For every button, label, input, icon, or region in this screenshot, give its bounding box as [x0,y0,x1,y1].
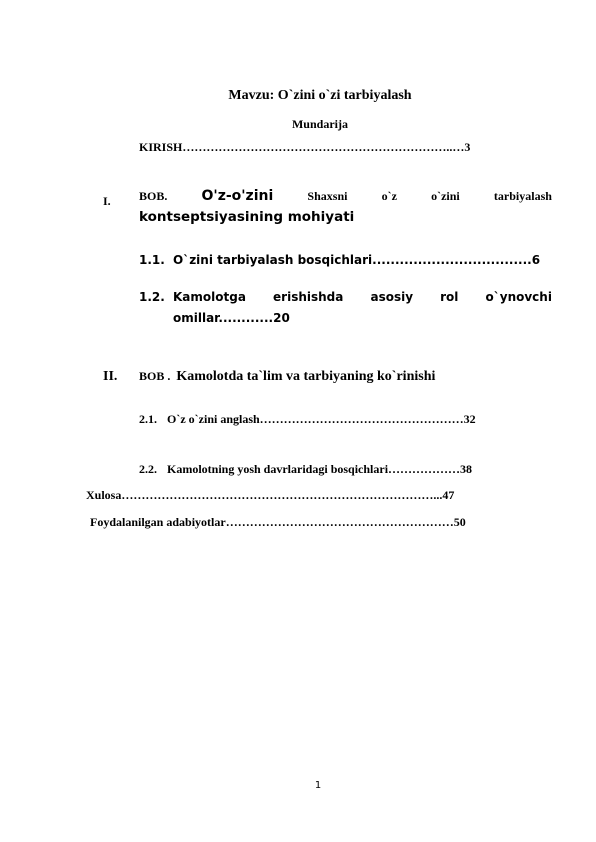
chapter-2-heading: Kamolotda ta`lim va tarbiyaning ko`rinishi [176,369,436,384]
section-word: asosiy [370,290,414,304]
toc-entry-2-1 [139,412,476,427]
chapter-2-numeral: II. [103,369,118,384]
section-title: Kamolotning yosh davrlaridagi bosqichlari………………38 [167,462,473,476]
section-title: O`z o`zini anglash……………………………………………32 [167,412,476,426]
section-number: 2.1. [139,412,157,426]
section-title: O`zini tarbiyalash bosqichlari...................................6 [173,253,541,267]
toc-entry-1-2-line1 [173,290,552,304]
toc-heading: Mundarija [291,117,348,131]
section-number-1-2: 1.2. [139,290,165,304]
chapter-1-word-shaxsni: Shaxsni [307,189,348,203]
chapter-1-word-ozini: o`zini [431,189,460,203]
chapter-1-title-line1 [139,188,552,204]
section-word: erishishda [273,290,344,304]
page-number: 1 [314,780,322,791]
chapter-2-title [139,369,435,385]
section-word: rol [440,290,459,304]
chapter-1-title-line2: kontseptsiyasining mohiyati [139,209,355,225]
document-title: Mavzu: O`zini o`zi tarbiyalash [228,88,412,103]
toc-entry-1-2-line2: omillar............20 [173,311,290,325]
toc-entry-foydalanilgan: Foydalanilgan adabiyotlar…………………………………………………50 [90,515,466,529]
chapter-1-numeral: I. [103,194,111,208]
toc-entry-2-2 [139,462,472,477]
toc-entry-kirish: KIRISH…………………………………………………………..…3 [139,140,471,154]
section-word: o`ynovchi [485,290,552,304]
chapter-1-word-tarbiyalash: tarbiyalash [493,189,552,203]
section-word: Kamolotga [173,290,246,304]
toc-entry-1-1 [139,253,540,267]
section-number: 2.2. [139,462,157,476]
chapter-1-word-ozozini: O'z-o'zini [201,188,274,204]
toc-entry-xulosa: Xulosa……………………………………………………………………...47 [86,488,455,502]
section-number: 1.1. [139,253,165,267]
chapter-2-bob: BOB . [139,369,171,383]
chapter-1-word-oz: o`z [381,189,397,203]
chapter-1-bob: BOB. [139,189,168,203]
